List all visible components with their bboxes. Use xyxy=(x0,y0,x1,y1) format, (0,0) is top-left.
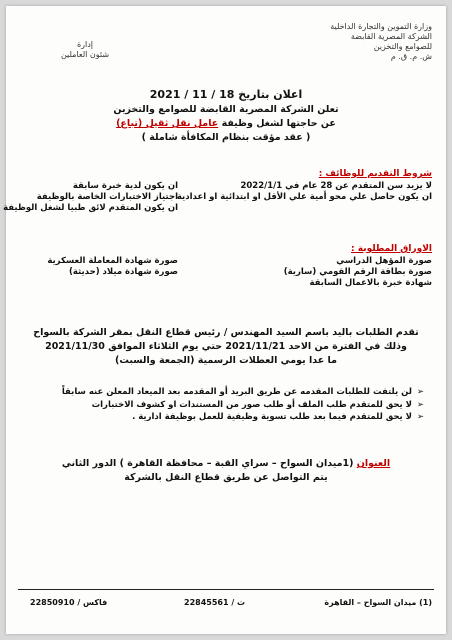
address-label: العنوان xyxy=(356,458,391,469)
conditions-left xyxy=(3,181,178,214)
intro-line-2 xyxy=(6,118,446,129)
submission-paragraph xyxy=(26,326,426,368)
footer-address: (1) ميدان السواح – القاهرة xyxy=(324,598,432,607)
address-line xyxy=(6,458,446,469)
condition-item: ان يكون لدية خبرة سابقة xyxy=(72,181,178,191)
department-header xyxy=(50,40,120,60)
phone-number: 22845561 xyxy=(184,598,229,607)
footer-phone xyxy=(184,598,245,607)
ministry-header xyxy=(330,22,432,62)
submission-line: تقدم الطلبات باليد باسم السيد المهندس / رئيس قطاع النقل بمقر الشركة بالسواح xyxy=(33,327,419,338)
documents-right xyxy=(284,256,432,289)
note-item: ➢ لا يحق للمتقدم طلب الملف أو طلب صور من المستندات او كشوف الاختبارات xyxy=(91,399,424,410)
document-item: صورة بطاقة الرقم القومي (سارية) xyxy=(283,267,432,277)
header-left-line: إدارة xyxy=(76,40,94,49)
condition-item: ان يكون المتقدم لائق طبيا لشغل الوظيفة xyxy=(3,203,178,213)
job-title: عامل نقل ثقيل (تباع) xyxy=(116,118,219,129)
address-contact-line: يتم التواصل عن طريق قطاع النقل بالشركة xyxy=(124,472,328,483)
document-item: شهادة خبرة بالاعمال السابقة xyxy=(309,278,432,288)
notes-list xyxy=(62,386,424,424)
header-left-line: شئون العاملين xyxy=(60,50,110,59)
condition-item: لا يزيد سن المتقدم عن 28 عام في 2022/1/1 xyxy=(240,181,432,191)
header-right-line: ش. م. ق. م xyxy=(390,52,432,61)
bullet-icon: ➢ xyxy=(416,387,424,397)
bullet-icon: ➢ xyxy=(416,399,424,410)
conditions-right xyxy=(177,181,432,203)
header-right-line: للصوامع والتخزين xyxy=(373,42,432,51)
intro-line-2-prefix: عن حاجتها لشغل وظيفة xyxy=(221,118,336,129)
intro-line-1: تعلن الشركة المصرية القابضة للصوامع والتخزين xyxy=(113,104,339,115)
footer-divider xyxy=(18,589,434,590)
header-right-line: الشركة المصرية القابضة xyxy=(350,32,432,41)
header-right-line: وزارة التموين والتجارة الداخلية xyxy=(330,22,432,31)
address-text: (1ميدان السواح – سراي القبة – محافظة القاهرة ) الدور الثاني xyxy=(61,458,354,469)
document-item: صورة شهادة ميلاد (حديثة) xyxy=(68,267,178,277)
document-page xyxy=(3,6,446,634)
note-item: ➢ لا يحق للمتقدم فيما بعد طلب تسوية وظيفية للعمل بوظيفة ادارية . xyxy=(132,412,424,422)
conditions-title: شروط التقديم للوظائف : xyxy=(318,169,432,179)
document-item: صورة المؤهل الدراسي xyxy=(336,256,432,266)
footer-fax xyxy=(30,598,107,607)
fax-number: 22850910 xyxy=(30,598,75,607)
intro-line-3: ( عقد مؤقت بنظام المكافأة شاملة ) xyxy=(141,132,311,143)
bullet-icon: ➢ xyxy=(416,412,424,422)
phone-label: ت / xyxy=(231,598,246,607)
fax-label: فاكس / xyxy=(77,598,108,607)
condition-item: ان يكون حاصل علي محو أمية علي الأقل او ابتدائية او اعدادية xyxy=(176,192,432,202)
document-item: صورة شهادة المعاملة العسكرية xyxy=(47,256,178,266)
condition-item: اجتياز الاختبارات الخاصة بالوظيفة xyxy=(36,192,178,202)
note-item: ➢ لن يلتفت للطلبات المقدمه عن طريق البريد أو المقدمه بعد الميعاد المعلن عنه سابقاً xyxy=(61,387,424,397)
submission-line: وذلك في الفترة من الاحد 2021/11/21 حتي يوم الثلاثاء الموافق 2021/11/30 xyxy=(45,341,407,352)
documents-left xyxy=(28,256,178,278)
documents-title: الاوراق المطلوبة : xyxy=(351,244,432,254)
submission-line: ما عدا يومي العطلات الرسمية (الجمعة والسبت) xyxy=(114,355,337,366)
announcement-title: اعلان بتاريخ 18 / 11 / 2021 xyxy=(149,88,303,101)
